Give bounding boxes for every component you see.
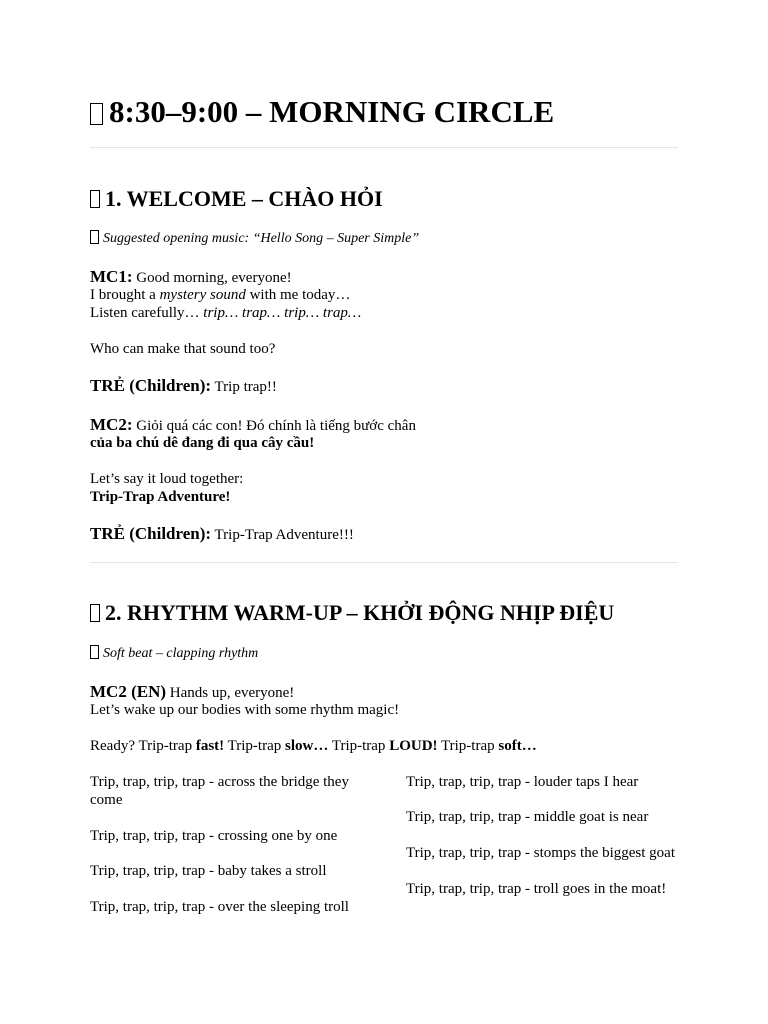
mc1-line-3: Listen carefully… trip… trap… trip… trap… <box>90 305 362 321</box>
children-reply-1: TRẺ (Children): Trip trap!! <box>90 376 277 395</box>
mc1-line-2: I brought a mystery sound with me today… <box>90 287 351 303</box>
mc2-line-1: MC2: Giỏi quá các con! Đó chính là tiếng bước chân <box>90 415 416 434</box>
speaker-label: MC1: <box>90 267 133 286</box>
ready-line: Ready? Trip-trap fast! Trip-trap slow… Trip-trap LOUD! Trip-trap soft… <box>90 738 537 754</box>
beat-note: Soft beat – clapping rhythm <box>90 645 258 663</box>
divider <box>90 562 678 563</box>
speaker-label: MC2: <box>90 415 133 434</box>
mc2en-line-1: MC2 (EN) Hands up, everyone! <box>90 682 295 701</box>
clock-icon <box>90 103 103 125</box>
mc2en-line-2: Let’s wake up our bodies with some rhythm magic! <box>90 702 400 718</box>
mc1-line-1: MC1: Good morning, everyone! <box>90 267 292 286</box>
speaker-label: TRẺ (Children): <box>90 376 212 395</box>
children-reply-2: TRẺ (Children): Trip-Trap Adventure!!! <box>90 524 354 543</box>
divider <box>90 147 678 148</box>
speaker-label: MC2 (EN) <box>90 682 167 701</box>
drum-icon <box>90 604 100 622</box>
rhyme-line: Trip, trap, trip, trap - over the sleeping troll <box>90 899 349 915</box>
rhyme-line: Trip, trap, trip, trap - across the bridge they come <box>90 774 349 808</box>
wave-icon <box>90 190 100 208</box>
page-title: 8:30–9:00 – MORNING CIRCLE <box>90 92 554 132</box>
speaker-label: TRẺ (Children): <box>90 524 212 543</box>
rhyme-line: Trip, trap, trip, trap - stomps the biggest goat <box>406 845 676 861</box>
music-icon <box>90 230 99 244</box>
rhyme-line: Trip, trap, trip, trap - crossing one by one <box>90 828 338 844</box>
rhyme-line: Trip, trap, trip, trap - middle goat is near <box>406 809 649 825</box>
rhyme-line: Trip, trap, trip, trap - louder taps I hear <box>406 774 639 790</box>
rhyme-line: Trip, trap, trip, trap - troll goes in the moat! <box>406 881 667 897</box>
music-note: Suggested opening music: “Hello Song – Super Simple” <box>90 230 419 248</box>
question-text: Who can make that sound too? <box>90 341 276 357</box>
mc2-line-2: của ba chú dê đang đi qua cây cầu! <box>90 435 315 451</box>
music-icon <box>90 645 99 659</box>
section-heading-rhythm: 2. RHYTHM WARM-UP – KHỞI ĐỘNG NHỊP ĐIỆU <box>90 599 614 627</box>
say-loud-text: Let’s say it loud together: <box>90 471 244 487</box>
section-heading-welcome: 1. WELCOME – CHÀO HỎI <box>90 185 383 213</box>
adventure-text: Trip-Trap Adventure! <box>90 489 231 505</box>
rhyme-line: Trip, trap, trip, trap - baby takes a stroll <box>90 863 327 879</box>
